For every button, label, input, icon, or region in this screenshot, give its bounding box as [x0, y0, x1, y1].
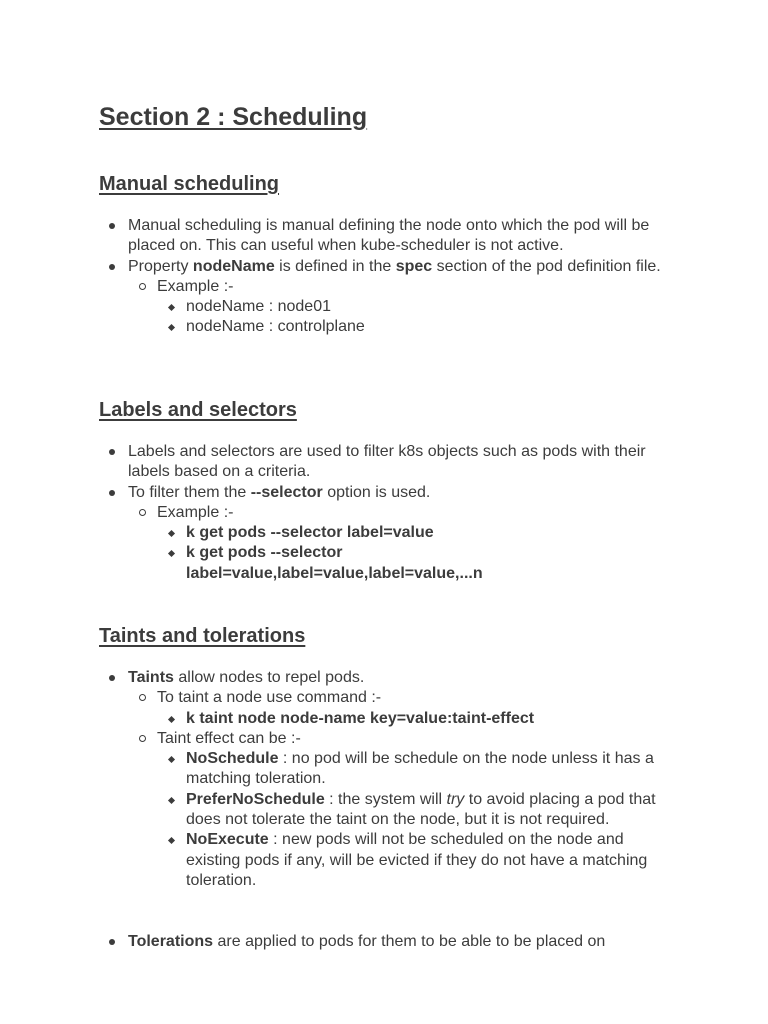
- heading-manual-scheduling: Manual scheduling: [99, 173, 280, 195]
- list-item: [186, 523, 566, 543]
- item-text: is defined in the: [274, 257, 396, 275]
- item-text: allow nodes to repel pods.: [173, 669, 365, 686]
- bold-term: Tolerations: [128, 933, 214, 950]
- bold-term: PreferNoSchedule: [186, 790, 325, 808]
- list-item: [186, 297, 688, 317]
- bold-term: NoExecute: [186, 831, 269, 849]
- tolerations-list: [128, 932, 688, 952]
- command-text: k taint node node-name key=value:taint-effect: [186, 709, 535, 727]
- list-item: [128, 216, 688, 257]
- item-text: nodeName : controlplane: [186, 318, 365, 336]
- sub-list: [157, 688, 688, 891]
- item-text: option is used.: [322, 483, 431, 501]
- item-text: nodeName : node01: [186, 298, 331, 316]
- list-item: [186, 830, 666, 891]
- list-item: [157, 503, 688, 584]
- sub-sub-list: [186, 709, 688, 729]
- sub-sub-list: [186, 523, 566, 584]
- list-item: [128, 668, 688, 891]
- taints-list: [128, 668, 688, 891]
- bold-term: Taints: [128, 669, 174, 686]
- list-item: [186, 790, 666, 831]
- item-text: Labels and selectors are used to filter k8s objects such as pods with their labels based on a criteria.: [128, 443, 646, 481]
- heading-labels-selectors: Labels and selectors: [99, 399, 297, 421]
- item-text: To filter them the: [128, 483, 251, 501]
- list-item: [128, 483, 688, 584]
- list-item: [186, 317, 688, 337]
- item-text: Example :-: [157, 503, 234, 521]
- sub-list: [157, 277, 688, 338]
- item-text: to avoid placing a pod that does not tolerate the taint on the node, but it is not required.: [186, 790, 656, 829]
- list-item: [157, 688, 688, 729]
- bold-term: spec: [395, 257, 433, 275]
- item-text: : new pods will not be scheduled on the node and existing pods if any, will be evicted if they do not have a matching toleration.: [186, 831, 648, 889]
- item-text: are applied to pods for them to be able to be placed on: [213, 933, 606, 950]
- bold-term: nodeName: [192, 257, 275, 275]
- heading-taints-tolerations: Taints and tolerations: [99, 625, 306, 647]
- sub-sub-list: [186, 749, 666, 891]
- list-item: [128, 442, 688, 483]
- item-text: To taint a node use command :-: [157, 689, 382, 707]
- item-text: Manual scheduling is manual defining the node onto which the pod will be placed on. This can useful when kube-scheduler is not active.: [128, 217, 650, 255]
- item-text: : the system will: [324, 790, 447, 808]
- list-item: [186, 543, 566, 584]
- item-text: section of the pod definition file.: [432, 257, 661, 275]
- sub-sub-list: [186, 297, 688, 338]
- list-item: [128, 257, 688, 338]
- sub-list: [157, 503, 688, 584]
- list-item: [157, 277, 688, 338]
- item-text: : no pod will be schedule on the node unless it has a matching toleration.: [186, 750, 654, 788]
- item-text: Property: [128, 257, 193, 275]
- list-item: [186, 709, 688, 729]
- italic-term: try: [446, 790, 465, 808]
- list-item: [128, 932, 688, 952]
- item-text: Taint effect can be :-: [157, 729, 301, 747]
- command-text: k get pods --selector label=value,label=value,label=value,...n: [186, 544, 483, 582]
- item-text: Example :-: [157, 277, 234, 295]
- bold-term: --selector: [250, 483, 323, 501]
- page-title: Section 2 : Scheduling: [99, 103, 368, 131]
- labels-selectors-list: [128, 442, 688, 584]
- command-text: k get pods --selector label=value: [186, 524, 434, 542]
- manual-scheduling-list: [128, 216, 688, 338]
- list-item: [186, 749, 666, 790]
- list-item: [157, 729, 688, 891]
- bold-term: NoSchedule: [186, 750, 279, 768]
